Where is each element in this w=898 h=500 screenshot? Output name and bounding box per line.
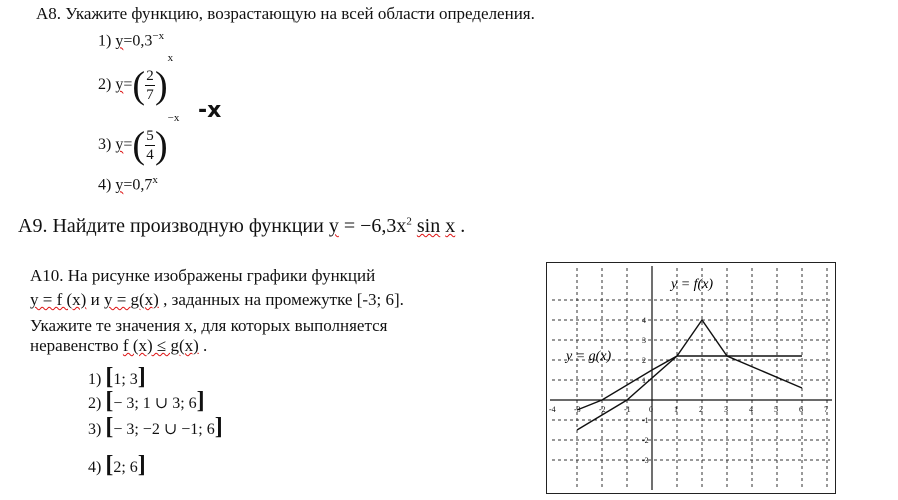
a10-line-2: [30, 290, 404, 310]
right-paren: ): [155, 124, 168, 167]
var-x: x: [445, 215, 456, 237]
a10-answer-4[interactable]: 4) [2; 6]: [88, 452, 146, 478]
a9-text: А9. Найдите производную функции: [18, 215, 324, 237]
left-paren: (: [132, 64, 146, 107]
answer-text: − 3; −2 ∪ −1; 6: [113, 421, 215, 438]
label-f: y = f(x): [671, 277, 714, 292]
answer-text: 2; 6: [113, 459, 138, 476]
a10-line-3: Укажите те значения х, для которых выполняется: [30, 316, 388, 335]
x-tick-label: 4: [749, 405, 753, 414]
left-paren: (: [132, 124, 146, 167]
var-y: y: [115, 32, 124, 50]
label-g: y = g(x): [566, 349, 612, 364]
numerator: 5: [146, 127, 154, 144]
option-number: 2): [98, 76, 112, 93]
answer-text: 1; 3: [113, 371, 138, 388]
inequality: f (x) ≤ g(x): [122, 336, 199, 355]
a10-answer-3[interactable]: 3) [− 3; −2 ∪ −1; 6]: [88, 414, 223, 440]
y-tick-label: 4: [642, 316, 646, 325]
y-tick-label: 3: [642, 336, 646, 345]
x-tick-label: 3: [724, 405, 728, 414]
a9-end: .: [460, 215, 466, 237]
a10-line-4: [30, 336, 207, 356]
function-graph: [546, 262, 836, 494]
a8-option-2[interactable]: [98, 52, 174, 107]
y-tick-label: 1: [642, 376, 646, 385]
y-tick-label: -3: [642, 456, 649, 465]
denominator: 7: [146, 86, 154, 103]
answer-number: 1): [88, 371, 102, 388]
a10-answer-1[interactable]: 1) [1; 3]: [88, 364, 146, 390]
f-notation: y = f (x): [30, 290, 87, 309]
x-tick-label: 6: [799, 405, 803, 414]
x-tick-label: 1: [674, 405, 678, 414]
y-tick-label: -1: [642, 416, 649, 425]
a8-option-4[interactable]: [98, 174, 158, 194]
x-tick-label: -4: [549, 405, 556, 414]
option-eq: =: [123, 136, 133, 153]
y-tick-label: 2: [642, 356, 646, 365]
conjunction: и: [86, 290, 104, 309]
a9-exponent: 2: [406, 215, 412, 228]
answer-number: 2): [88, 395, 102, 412]
option-eq: =: [123, 76, 133, 93]
x-tick-label: 2: [699, 405, 703, 414]
option-exponent: x: [152, 174, 158, 186]
option-exponent: −x: [167, 112, 180, 124]
a10-answer-2[interactable]: 2) [− 3; 1 ∪ 3; 6]: [88, 388, 205, 414]
x-tick-label: -2: [599, 405, 606, 414]
option-number: 3): [98, 136, 112, 153]
sin-function: sin: [416, 215, 441, 237]
option-exponent: x: [167, 52, 174, 64]
var-y: y: [115, 176, 124, 194]
var-y: y: [328, 215, 339, 237]
x-tick-label: 0: [649, 405, 653, 414]
option-exponent: −x: [152, 30, 165, 42]
option-number: 4): [98, 176, 112, 194]
option-number: 1): [98, 32, 112, 50]
a8-option-3[interactable]: [98, 112, 180, 167]
x-tick-label: -1: [624, 405, 631, 414]
var-y: y: [115, 136, 124, 153]
interval-text: , заданных на промежутке [-3; 6].: [158, 290, 404, 309]
var-y: y: [115, 76, 124, 93]
right-paren: ): [155, 64, 168, 107]
g-notation: y = g(x): [103, 290, 159, 309]
inequality-label: неравенство: [30, 336, 123, 355]
y-tick-label: -2: [642, 436, 649, 445]
inequality-end: .: [198, 336, 208, 355]
a8-title: А8. Укажите функцию, возрастающую на всей области определения.: [36, 4, 535, 23]
x-tick-label: -3: [574, 405, 581, 414]
a9-question: [18, 215, 465, 238]
answer-number: 3): [88, 421, 102, 438]
x-tick-label: 5: [774, 405, 778, 414]
denominator: 4: [146, 146, 154, 163]
fraction: [145, 69, 155, 102]
graph-frame: [547, 263, 836, 494]
answer-number: 4): [88, 459, 102, 476]
numerator: 2: [146, 67, 154, 84]
fraction: [145, 129, 155, 162]
a10-line-1: А10. На рисунке изображены графики функций: [30, 266, 376, 285]
option-expr: =0,7: [123, 176, 153, 194]
handwritten-annotation: -x: [198, 98, 222, 123]
x-tick-label: 7: [824, 405, 828, 414]
a9-formula: = −6,3x: [343, 215, 407, 237]
a8-option-1[interactable]: [98, 30, 164, 50]
answer-text: − 3; 1 ∪ 3; 6: [113, 395, 197, 412]
option-expr: =0,3: [123, 32, 153, 50]
